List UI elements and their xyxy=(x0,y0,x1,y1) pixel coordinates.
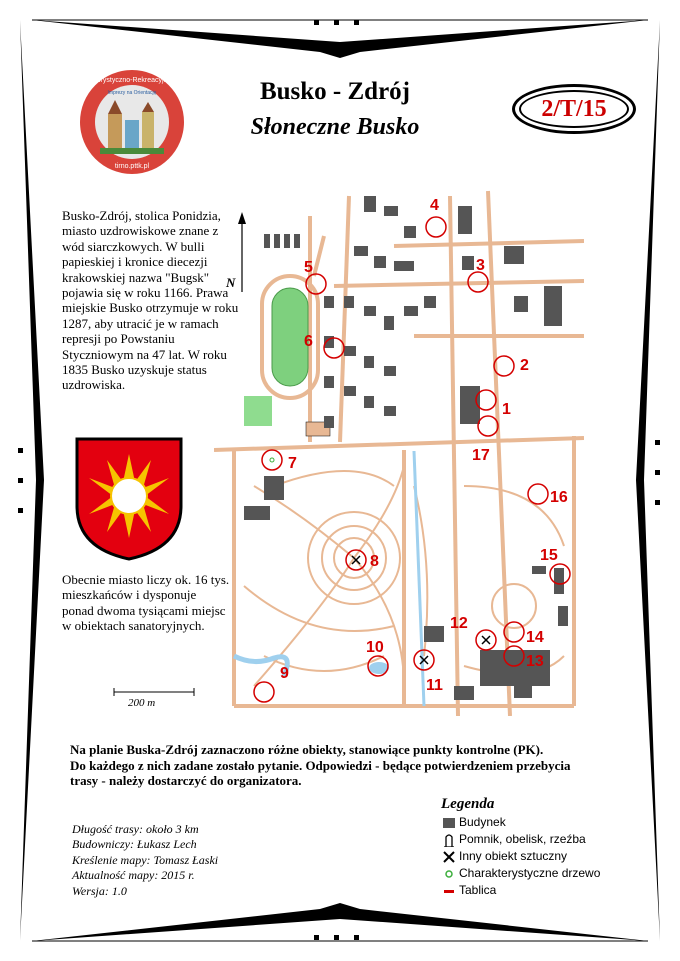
stream xyxy=(414,451,424,706)
town-description: Busko-Zdrój, stolica Ponidzia, miasto uzdrowiskowe znane z wód siarczkowych. W bulli papieskiej i kronice diecezji krakowskiej nazwa "Bugsk" pojawia się w roku 1166. Prawa miejskie Busko otrzymuje w roku 1287, aby utracić je w ramach represji po Powstaniu Styczniowym na 47 lat. W roku 1835 Busko uzyskuje status uzdrowiska. xyxy=(62,208,239,393)
legend-item-tree: Charakterystyczne drzewo xyxy=(441,865,600,882)
checkpoint-label-17: 17 xyxy=(472,447,490,464)
route-code: 2/T/15 xyxy=(541,96,607,122)
checkpoint-label-5: 5 xyxy=(304,259,313,276)
map-drawing: Kreślenie mapy: Tomasz Łaski xyxy=(72,852,219,867)
instructions-line-3: trasy - należy dostarczyć do organizatora. xyxy=(70,773,302,788)
map-version: Wersja: 1.0 xyxy=(72,883,127,898)
route-length: Długość trasy: około 3 km xyxy=(72,822,199,836)
population-description: Obecnie miasto liczy ok. 16 tys. mieszkańców i dysponuje ponad dwoma tysiącami miejsc w obiektach sanatoryjnych. xyxy=(62,572,230,634)
monument-icon xyxy=(441,833,457,847)
checkpoint-label-1: 1 xyxy=(502,401,511,418)
scale-label: 200 m xyxy=(128,697,156,709)
checkpoint-label-12: 12 xyxy=(450,615,468,632)
building-icon xyxy=(441,816,457,830)
legend-item-board: Tablica xyxy=(441,882,600,899)
instructions-line-1: Na planie Buska-Zdrój zaznaczono różne obiekty, stanowiące punkty kontrolne (PK). xyxy=(70,742,544,757)
route-builder: Budowniczy: Łukasz Lech xyxy=(72,837,197,852)
checkpoint-label-10: 10 xyxy=(366,639,384,656)
legend xyxy=(441,814,600,899)
board-icon xyxy=(441,884,457,898)
checkpoint-label-8: 8 xyxy=(370,553,379,570)
legend-item-cross: Inny obiekt sztuczny xyxy=(441,848,600,865)
checkpoint-label-16: 16 xyxy=(550,489,568,506)
instructions xyxy=(70,742,640,789)
checkpoint-label-4: 4 xyxy=(430,197,439,214)
page-subtitle: Słoneczne Busko xyxy=(250,114,420,140)
logo-ring-text: Turystyczno-Rekreacyjna xyxy=(92,77,172,84)
north-label: N xyxy=(226,275,236,290)
town-map xyxy=(214,186,584,716)
checkpoint-label-13: 13 xyxy=(526,653,544,670)
page-title: Busko - Zdrój xyxy=(259,78,411,105)
checkpoint-label-7: 7 xyxy=(288,455,297,472)
logo-inner-text: Imprezy na Orientację xyxy=(107,90,157,96)
logo-bottom-text: tirno.pttk.pl xyxy=(114,163,150,170)
logo xyxy=(78,68,186,176)
checkpoint-label-14: 14 xyxy=(526,629,544,646)
legend-item-building: Budynek xyxy=(441,814,600,831)
legend-item-monument: Pomnik, obelisk, rzeźba xyxy=(441,831,600,848)
route-code-badge xyxy=(512,84,636,134)
checkpoint-label-6: 6 xyxy=(304,333,313,350)
checkpoint-label-3: 3 xyxy=(476,257,485,274)
checkpoint-label-2: 2 xyxy=(520,357,529,374)
cross-icon xyxy=(441,850,457,864)
stadium xyxy=(244,276,330,436)
checkpoint-label-15: 15 xyxy=(540,547,558,564)
legend-title: Legenda xyxy=(441,796,495,812)
tree-icon xyxy=(441,867,457,881)
checkpoint-label-11: 11 xyxy=(426,677,443,694)
checkpoint-label-9: 9 xyxy=(280,665,289,682)
map-date: Aktualność mapy: 2015 r. xyxy=(72,868,195,883)
instructions-line-2: Do każdego z nich zadane zostało pytanie. Odpowiedzi - będące potwierdzeniem przebycia xyxy=(70,757,571,773)
tree-symbol-icon xyxy=(270,458,274,462)
coat-of-arms-icon xyxy=(74,436,184,562)
route-metadata xyxy=(72,822,218,899)
